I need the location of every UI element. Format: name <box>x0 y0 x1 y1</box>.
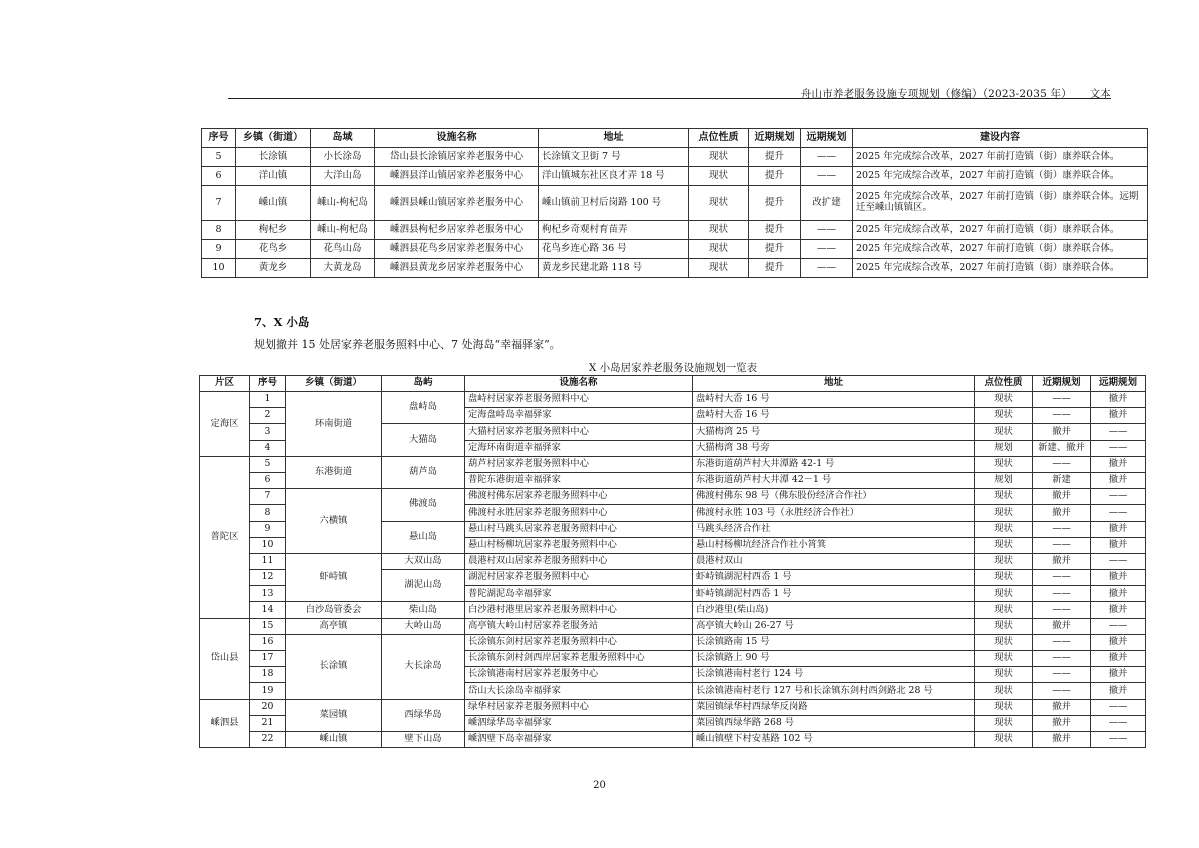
table-cell: 22 <box>250 731 286 747</box>
table-cell: 8 <box>250 505 286 521</box>
table-cell: 嵊山-枸杞岛 <box>311 221 375 240</box>
table-cell: 7 <box>250 489 286 505</box>
table-cell: 撤并 <box>1091 683 1146 699</box>
district-cell: 定海区 <box>200 392 250 457</box>
table2-header-cell: 近期规划 <box>1033 376 1091 392</box>
table-cell: 洋山镇城东社区良才弄 18 号 <box>539 167 689 186</box>
table-cell: —— <box>1091 553 1146 569</box>
table-cell: 长涂镇东剑村剑西岸居家养老服务照料中心 <box>465 651 693 667</box>
island-cell: 葫芦岛 <box>382 456 465 488</box>
table-cell: 撤并 <box>1091 521 1146 537</box>
table-cell: 9 <box>250 521 286 537</box>
table-cell: 提升 <box>749 186 801 221</box>
table-cell: 现状 <box>975 651 1033 667</box>
table-cell: 嵊泗壁下岛幸福驿家 <box>465 731 693 747</box>
table-cell: 现状 <box>689 259 749 278</box>
table-cell: 7 <box>202 186 236 221</box>
table-row <box>200 699 1146 715</box>
table-cell: —— <box>1091 424 1146 440</box>
table-cell: 撤并 <box>1033 699 1091 715</box>
table-cell: 花鸟山岛 <box>311 240 375 259</box>
table-cell: 东港街道葫芦村大井潭路 42-1 号 <box>693 456 975 472</box>
table-cell: 嵊泗县洋山镇居家养老服务中心 <box>375 167 539 186</box>
table-cell: 长涂镇路南 15 号 <box>693 634 975 650</box>
table-cell: 撤并 <box>1091 651 1146 667</box>
table-row <box>202 167 1148 186</box>
table-cell: 嵊山镇 <box>236 186 311 221</box>
island-cell: 西绿华岛 <box>382 699 465 731</box>
table-cell: 盘峙村大岙 16 号 <box>693 408 975 424</box>
table-cell: 虾峙镇湖泥村西岙 1 号 <box>693 586 975 602</box>
table-cell: 长涂镇路上 90 号 <box>693 651 975 667</box>
island-cell: 大猫岛 <box>382 424 465 456</box>
table-cell: 撤并 <box>1033 553 1091 569</box>
table-cell: 现状 <box>975 699 1033 715</box>
table-cell: —— <box>1033 456 1091 472</box>
table-cell: —— <box>1091 505 1146 521</box>
table-cell: 长涂镇 <box>236 148 311 167</box>
table-cell: 撤并 <box>1091 456 1146 472</box>
table-cell: 提升 <box>749 167 801 186</box>
header-rule <box>228 98 1111 99</box>
table-cell: 菜园镇绿华村西绿华反岗路 <box>693 699 975 715</box>
table-cell: 6 <box>250 472 286 488</box>
island-cell: 大长涂岛 <box>382 634 465 699</box>
table-cell: 6 <box>202 167 236 186</box>
table-cell: 绿华村居家养老服务照料中心 <box>465 699 693 715</box>
table-row <box>200 456 1146 472</box>
table-cell: 嵊泗县嵊山镇居家养老服务中心 <box>375 186 539 221</box>
table-cell: 黄龙乡 <box>236 259 311 278</box>
table-cell: 现状 <box>975 521 1033 537</box>
island-cell: 大岭山岛 <box>382 618 465 634</box>
table-cell: 12 <box>250 570 286 586</box>
table-cell: 2025 年完成综合改革，2027 年前打造镇（街）康养联合体。远期迁至嵊山镇镇区。 <box>853 186 1148 221</box>
table1-header-cell: 建设内容 <box>853 129 1148 148</box>
table-cell: 2025 年完成综合改革，2027 年前打造镇（街）康养联合体。 <box>853 221 1148 240</box>
table-cell: 定海盘峙岛幸福驿家 <box>465 408 693 424</box>
island-cell: 盘峙岛 <box>382 392 465 424</box>
table-cell: 现状 <box>975 424 1033 440</box>
table-cell: 16 <box>250 634 286 650</box>
table-cell: 大猫梅湾 25 号 <box>693 424 975 440</box>
table-cell: 17 <box>250 651 286 667</box>
table-cell: 悬山村杨柳坑居家养老服务照料中心 <box>465 537 693 553</box>
table-cell: 佛渡村永胜 103 号（永胜经济合作社） <box>693 505 975 521</box>
table-cell: 13 <box>250 586 286 602</box>
island-cell: 大双山岛 <box>382 553 465 569</box>
table1-header-cell: 设施名称 <box>375 129 539 148</box>
table-cell: 现状 <box>975 715 1033 731</box>
table-cell: 2025 年完成综合改革，2027 年前打造镇（街）康养联合体。 <box>853 148 1148 167</box>
town-cell: 嵊山镇 <box>286 731 382 747</box>
table-cell: 盘峙村大岙 16 号 <box>693 392 975 408</box>
table-cell: 5 <box>250 456 286 472</box>
town-cell: 长涂镇 <box>286 634 382 699</box>
table-cell: 晨港村双山 <box>693 553 975 569</box>
island-cell: 湖泥山岛 <box>382 570 465 602</box>
table-cell: 高亭镇大岭山 26-27 号 <box>693 618 975 634</box>
table-row <box>200 618 1146 634</box>
table-cell: —— <box>1033 651 1091 667</box>
town-cell: 菜园镇 <box>286 699 382 731</box>
town-cell: 高亭镇 <box>286 618 382 634</box>
table-cell: 岱山县长涂镇居家养老服务中心 <box>375 148 539 167</box>
table-cell: 2025 年完成综合改革，2027 年前打造镇（街）康养联合体。 <box>853 167 1148 186</box>
table-cell: 嵊泗县枸杞乡居家养老服务中心 <box>375 221 539 240</box>
table-cell: —— <box>801 259 853 278</box>
table-cell: —— <box>1033 602 1091 618</box>
table-cell: 3 <box>250 424 286 440</box>
table1-header-cell: 地址 <box>539 129 689 148</box>
table-cell: —— <box>1033 392 1091 408</box>
table2-header-cell: 序号 <box>250 376 286 392</box>
table2-header-cell: 设施名称 <box>465 376 693 392</box>
table-cell: 晨港村双山居家养老服务照料中心 <box>465 553 693 569</box>
table-cell: 规划 <box>975 472 1033 488</box>
district-cell: 普陀区 <box>200 456 250 618</box>
table-cell: —— <box>1091 699 1146 715</box>
table-cell: 现状 <box>975 634 1033 650</box>
table-cell: 4 <box>250 440 286 456</box>
table2-header-cell: 点位性质 <box>975 376 1033 392</box>
island-cell: 壁下山岛 <box>382 731 465 747</box>
town-cell: 环南街道 <box>286 392 382 457</box>
table-cell: 嵊山镇壁下村安基路 102 号 <box>693 731 975 747</box>
table-row <box>200 602 1146 618</box>
table-cell: —— <box>1091 489 1146 505</box>
table-cell: —— <box>1033 570 1091 586</box>
table-cell: 撤并 <box>1033 715 1091 731</box>
table-cell: 嵊山-枸杞岛 <box>311 186 375 221</box>
town-cell: 六横镇 <box>286 489 382 554</box>
table-cell: 普陀东港街道幸福驿家 <box>465 472 693 488</box>
table-cell: 14 <box>250 602 286 618</box>
table-cell: 白沙港里(柴山岛) <box>693 602 975 618</box>
table-cell: 8 <box>202 221 236 240</box>
table-cell: 花鸟乡 <box>236 240 311 259</box>
table-cell: —— <box>1091 731 1146 747</box>
table-row <box>200 731 1146 747</box>
table-cell: 嵊泗县花鸟乡居家养老服务中心 <box>375 240 539 259</box>
table1-header-cell: 乡镇（街道） <box>236 129 311 148</box>
table1-header-cell: 序号 <box>202 129 236 148</box>
table-cell: 嵊山镇前卫村后岗路 100 号 <box>539 186 689 221</box>
table-cell: 新建 <box>1033 472 1091 488</box>
facility-table-1 <box>201 128 1148 278</box>
table-cell: 佛渡村佛东居家养老服务照料中心 <box>465 489 693 505</box>
table1-header-cell: 点位性质 <box>689 129 749 148</box>
header-title: 舟山市养老服务设施专项规划（修编）（2023-2035 年） <box>800 88 1072 100</box>
table-cell: 提升 <box>749 259 801 278</box>
table-cell: 改扩建 <box>801 186 853 221</box>
table-cell: 撤并 <box>1033 424 1091 440</box>
table-row <box>202 240 1148 259</box>
table-cell: —— <box>801 221 853 240</box>
table-cell: 19 <box>250 683 286 699</box>
table-row <box>202 259 1148 278</box>
table-cell: 撤并 <box>1091 586 1146 602</box>
table-cell: —— <box>1033 408 1091 424</box>
table-cell: 盘峙村居家养老服务照料中心 <box>465 392 693 408</box>
table-cell: 现状 <box>689 240 749 259</box>
facility-table-2 <box>199 375 1146 748</box>
table-cell: 18 <box>250 667 286 683</box>
table-cell: 白沙港村港里居家养老服务照料中心 <box>465 602 693 618</box>
table-cell: 现状 <box>975 537 1033 553</box>
table-cell: —— <box>1033 667 1091 683</box>
page-number: 20 <box>593 780 606 791</box>
table-row <box>202 221 1148 240</box>
table-cell: 嵊泗县黄龙乡居家养老服务中心 <box>375 259 539 278</box>
table-cell: 提升 <box>749 240 801 259</box>
table-cell: 大猫村居家养老服务照料中心 <box>465 424 693 440</box>
table-cell: 现状 <box>975 392 1033 408</box>
table-cell: 葫芦村居家养老服务照料中心 <box>465 456 693 472</box>
district-cell: 岱山县 <box>200 618 250 699</box>
table-cell: —— <box>1033 683 1091 699</box>
table-cell: 20 <box>250 699 286 715</box>
table-cell: 提升 <box>749 221 801 240</box>
table-cell: 现状 <box>975 408 1033 424</box>
table-cell: 大洋山岛 <box>311 167 375 186</box>
table-cell: 撤并 <box>1091 392 1146 408</box>
table-cell: 嵊泗绿华岛幸福驿家 <box>465 715 693 731</box>
table-cell: 普陀湖泥岛幸福驿家 <box>465 586 693 602</box>
table-cell: 小长涂岛 <box>311 148 375 167</box>
table-cell: 现状 <box>689 167 749 186</box>
table-cell: 岱山大长涂岛幸福驿家 <box>465 683 693 699</box>
table-cell: —— <box>801 240 853 259</box>
table-cell: —— <box>1033 537 1091 553</box>
header-label: 文本 <box>1089 88 1111 100</box>
table-cell: 长涂镇文卫街 7 号 <box>539 148 689 167</box>
table2-header-cell: 乡镇（街道） <box>286 376 382 392</box>
section-description: 规划撤并 15 处居家养老服务照料中心、7 处海岛“幸福驿家”。 <box>254 338 561 351</box>
table-cell: 2025 年完成综合改革，2027 年前打造镇（街）康养联合体。 <box>853 240 1148 259</box>
table2-header-cell: 地址 <box>693 376 975 392</box>
table1-header-cell: 远期规划 <box>801 129 853 148</box>
table-cell: 现状 <box>975 731 1033 747</box>
table-cell: 现状 <box>975 570 1033 586</box>
table-cell: —— <box>1091 618 1146 634</box>
table-cell: 提升 <box>749 148 801 167</box>
island-cell: 柴山岛 <box>382 602 465 618</box>
table-cell: 长涂镇港南村居家养老服务中心 <box>465 667 693 683</box>
table1-header-cell: 岛域 <box>311 129 375 148</box>
table-cell: —— <box>801 167 853 186</box>
town-cell: 白沙岛管委会 <box>286 602 382 618</box>
table-cell: 10 <box>202 259 236 278</box>
table-cell: 撤并 <box>1033 618 1091 634</box>
table-cell: 长涂镇港南村老行 127 号和长涂镇东剑村西剑路北 28 号 <box>693 683 975 699</box>
table-cell: 佛渡村永胜居家养老服务照料中心 <box>465 505 693 521</box>
table-cell: 撤并 <box>1091 570 1146 586</box>
table-cell: 5 <box>202 148 236 167</box>
table-cell: 马跳头经济合作社 <box>693 521 975 537</box>
table-cell: —— <box>1033 586 1091 602</box>
table-cell: 规划 <box>975 440 1033 456</box>
table-cell: —— <box>1091 715 1146 731</box>
table-cell: 撤并 <box>1091 537 1146 553</box>
table-row <box>200 489 1146 505</box>
table-cell: 新建、撤并 <box>1033 440 1091 456</box>
table-cell: 洋山镇 <box>236 167 311 186</box>
section-heading: 7、X 小岛 <box>254 315 310 329</box>
table-cell: 2025 年完成综合改革，2027 年前打造镇（街）康养联合体。 <box>853 259 1148 278</box>
table-cell: 21 <box>250 715 286 731</box>
table-cell: 撤并 <box>1033 505 1091 521</box>
table-row <box>202 148 1148 167</box>
table-cell: —— <box>1033 521 1091 537</box>
table-cell: 撤并 <box>1033 731 1091 747</box>
island-cell: 悬山岛 <box>382 521 465 553</box>
table-cell: 高亭镇大岭山村居家养老服务站 <box>465 618 693 634</box>
table-cell: 花鸟乡连心路 36 号 <box>539 240 689 259</box>
table-cell: 现状 <box>975 667 1033 683</box>
table-cell: 长涂镇港南村老行 124 号 <box>693 667 975 683</box>
table-row <box>200 392 1146 408</box>
table-cell: 现状 <box>975 456 1033 472</box>
table-cell: 1 <box>250 392 286 408</box>
table2-header-row <box>200 376 1146 392</box>
table-row <box>200 634 1146 650</box>
table2-header-cell: 片区 <box>200 376 250 392</box>
table-cell: 9 <box>202 240 236 259</box>
table-cell: 撤并 <box>1033 489 1091 505</box>
table-cell: 枸杞乡 <box>236 221 311 240</box>
island-cell: 佛渡岛 <box>382 489 465 521</box>
table-cell: 撤并 <box>1091 408 1146 424</box>
table-cell: 虾峙镇湖泥村西岙 1 号 <box>693 570 975 586</box>
table-cell: 枸杞乡奇观村育苗弄 <box>539 221 689 240</box>
table-cell: 2 <box>250 408 286 424</box>
table-cell: 现状 <box>689 148 749 167</box>
table2-header-cell: 岛屿 <box>382 376 465 392</box>
table1-header-row <box>202 129 1148 148</box>
table-cell: —— <box>1033 634 1091 650</box>
table-cell: 现状 <box>975 586 1033 602</box>
table-row <box>202 186 1148 221</box>
table-cell: 10 <box>250 537 286 553</box>
table-cell: 长涂镇东剑村居家养老服务照料中心 <box>465 634 693 650</box>
table-cell: 撤并 <box>1091 634 1146 650</box>
table-cell: —— <box>1091 440 1146 456</box>
table-cell: 现状 <box>975 602 1033 618</box>
table-cell: 悬山村马跳头居家养老服务照料中心 <box>465 521 693 537</box>
table-cell: 撤并 <box>1091 472 1146 488</box>
table-cell: —— <box>801 148 853 167</box>
table-cell: 现状 <box>689 186 749 221</box>
table-cell: 现状 <box>975 489 1033 505</box>
table-cell: 现状 <box>975 683 1033 699</box>
table-cell: 定海环南街道幸福驿家 <box>465 440 693 456</box>
table-cell: 黄龙乡民建北路 118 号 <box>539 259 689 278</box>
table-row <box>200 553 1146 569</box>
table-cell: 11 <box>250 553 286 569</box>
table-cell: 湖泥村居家养老服务照料中心 <box>465 570 693 586</box>
town-cell: 虾峙镇 <box>286 553 382 602</box>
table-cell: 佛渡村佛东 98 号（佛东股份经济合作社） <box>693 489 975 505</box>
table-cell: 撤并 <box>1091 602 1146 618</box>
table2-caption: X 小岛居家养老服务设施规划一览表 <box>588 362 758 374</box>
table-cell: 菜园镇西绿华路 268 号 <box>693 715 975 731</box>
table-cell: 撤并 <box>1091 667 1146 683</box>
table-cell: 15 <box>250 618 286 634</box>
table-cell: 现状 <box>975 505 1033 521</box>
table-cell: 大猫梅湾 38 号旁 <box>693 440 975 456</box>
district-cell: 嵊泗县 <box>200 699 250 748</box>
table-cell: 悬山村杨柳坑经济合作社小筲箕 <box>693 537 975 553</box>
table-cell: 现状 <box>975 553 1033 569</box>
table-cell: 现状 <box>975 618 1033 634</box>
table-cell: 大黄龙岛 <box>311 259 375 278</box>
table1-header-cell: 近期规划 <box>749 129 801 148</box>
table2-header-cell: 远期规划 <box>1091 376 1146 392</box>
table-cell: 现状 <box>689 221 749 240</box>
table-cell: 东港街道葫芦村大井潭 42－1 号 <box>693 472 975 488</box>
town-cell: 东港街道 <box>286 456 382 488</box>
